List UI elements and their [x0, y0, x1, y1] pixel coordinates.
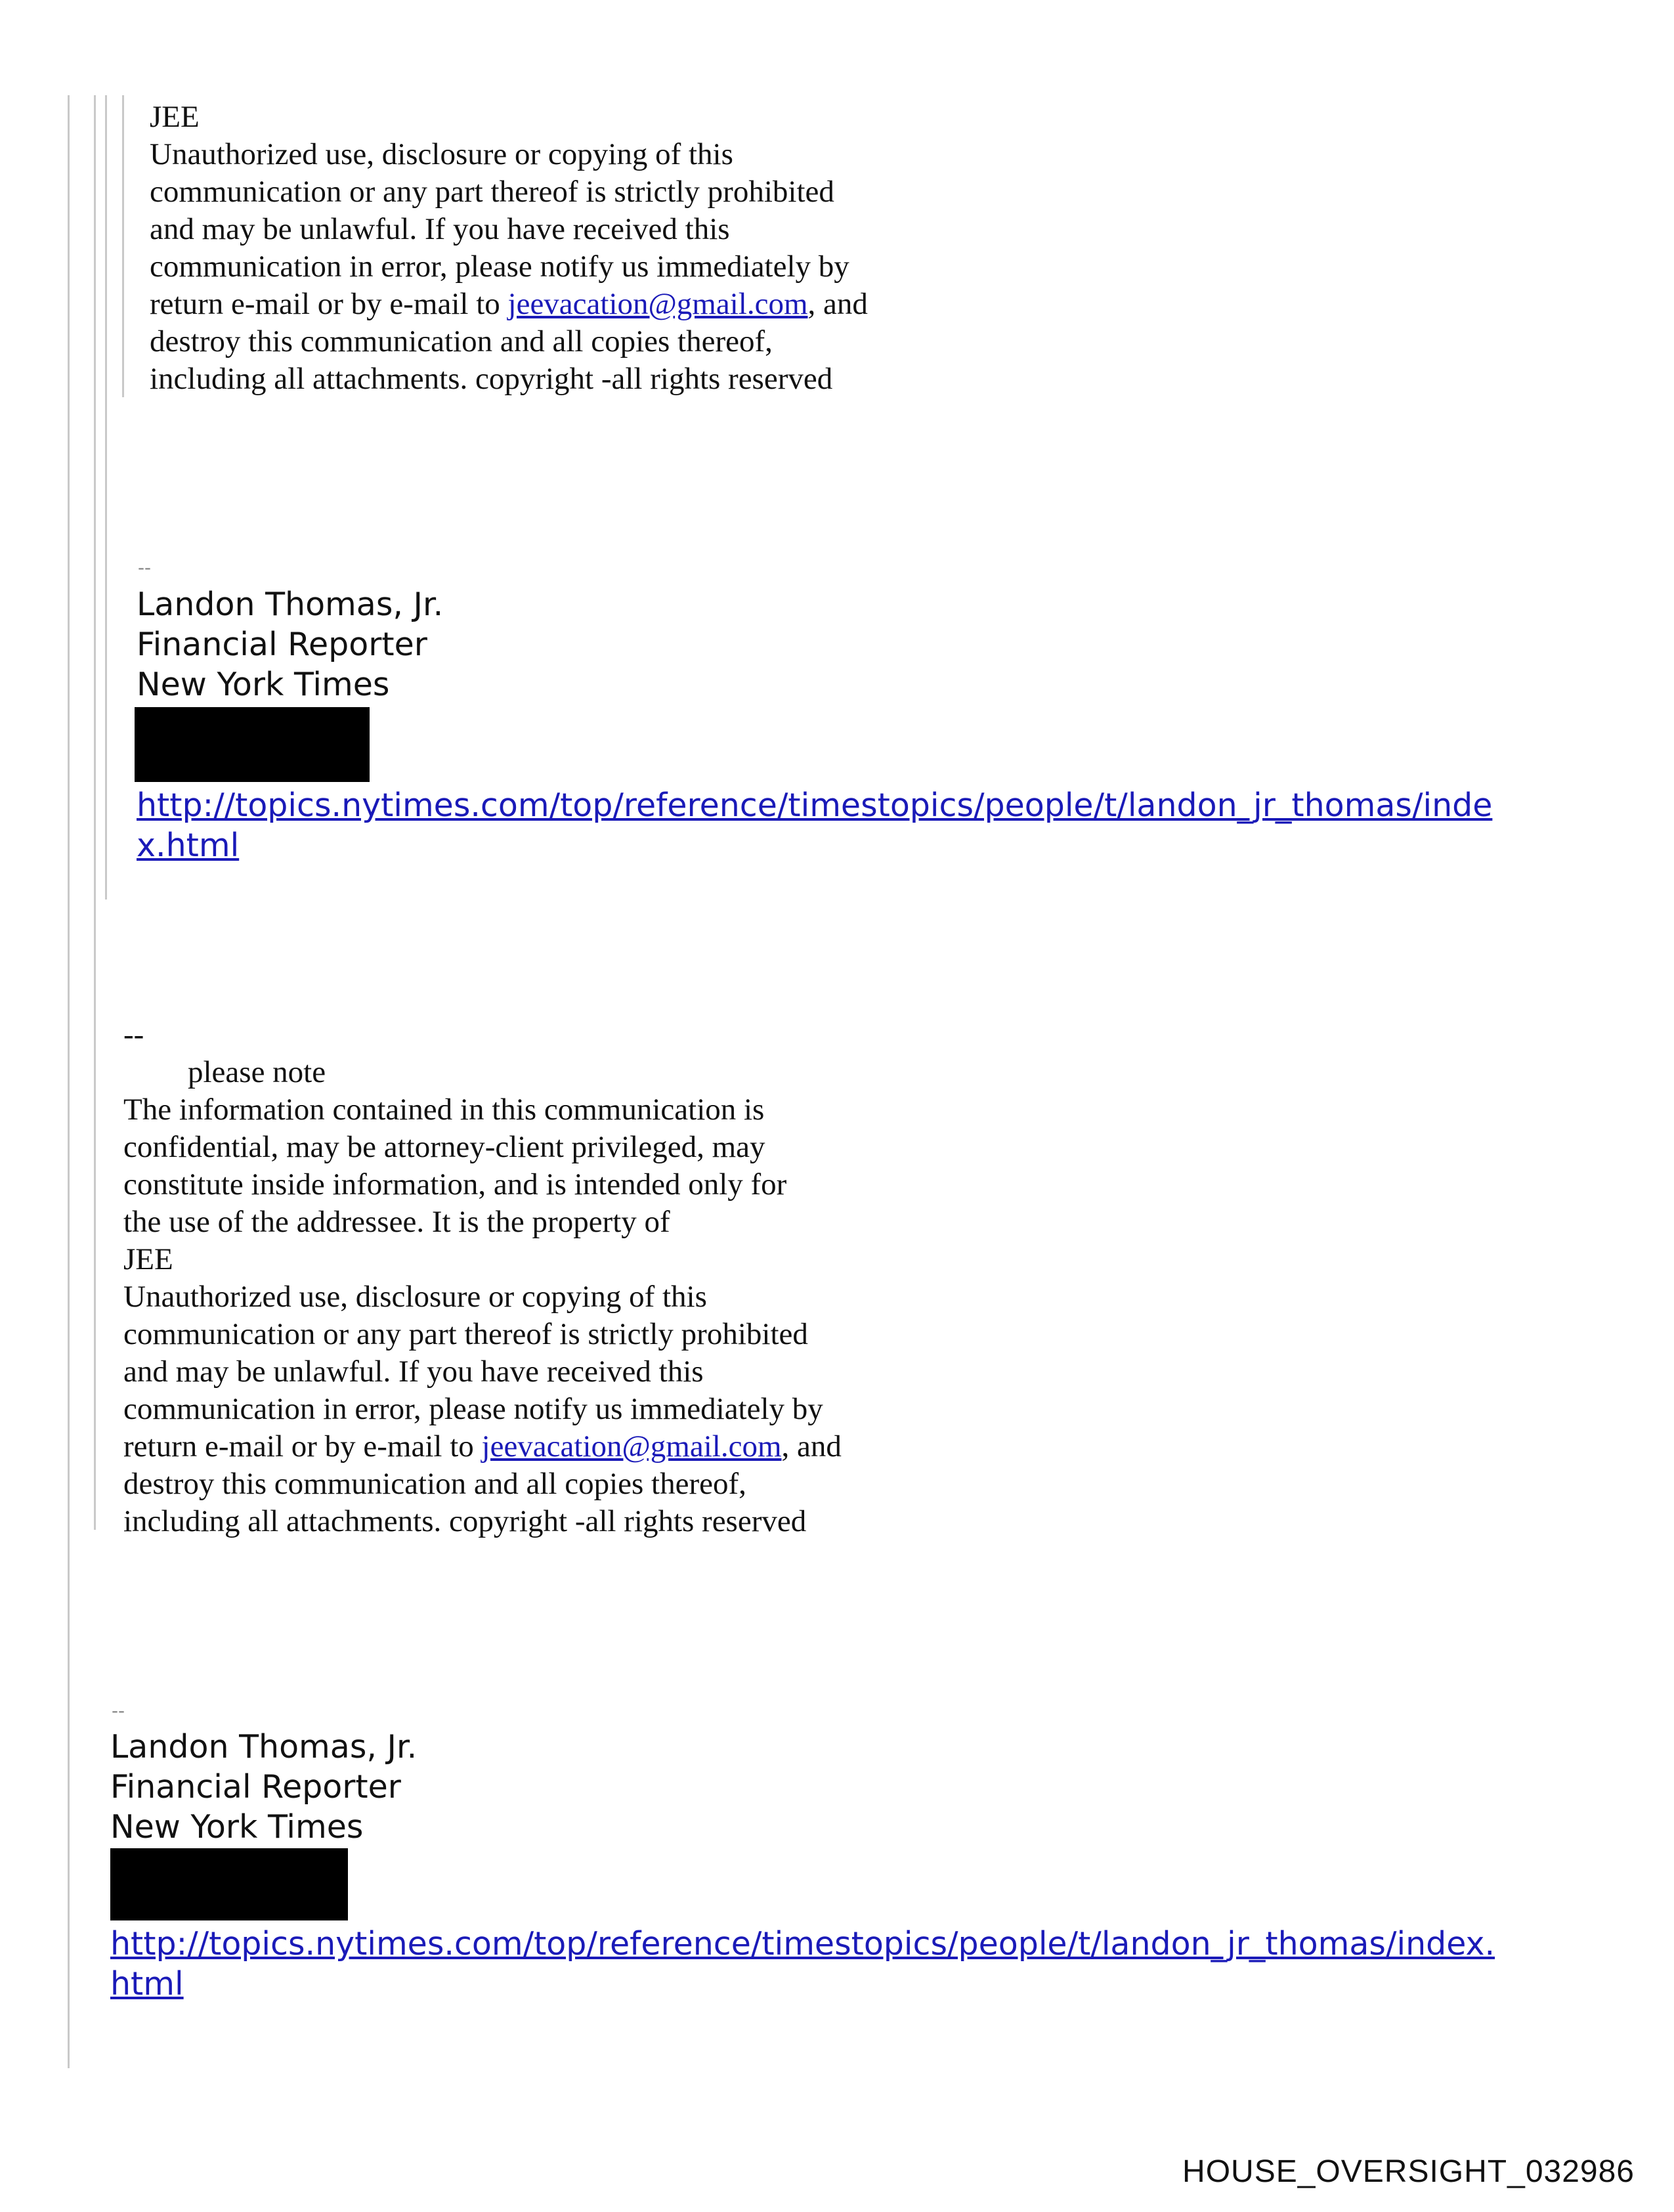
profile-link-cont[interactable]: html [110, 1965, 184, 2003]
disclaimer-top-line: destroy this communication and all copies thereof, [150, 324, 773, 358]
signature-1-separator: -- [138, 557, 151, 578]
signature-org: New York Times [137, 666, 390, 703]
note-line: destroy this communication and all copies thereof, [123, 1467, 746, 1501]
signature-2-separator: -- [112, 1700, 125, 1722]
signature-1 [137, 584, 443, 705]
disclaimer-top-line: JEE [150, 100, 200, 134]
disclaimer-top-line: and may be unlawful. If you have received this [150, 212, 730, 246]
disclaimer-top-line: Unauthorized use, disclosure or copying of this [150, 137, 733, 171]
note-line: communication in error, please notify us immediately by [123, 1392, 823, 1426]
disclaimer-top-email-line [150, 286, 868, 323]
redaction-box [135, 707, 370, 782]
disclaimer-top-line: communication in error, please notify us immediately by [150, 249, 849, 284]
note-line: including all attachments. copyright -all rights reserved [123, 1504, 807, 1538]
quote-bar-outer [68, 95, 70, 2068]
signature-org: New York Times [110, 1808, 364, 1846]
signature-2-url [110, 1924, 1495, 2004]
email-suffix: , and [807, 287, 868, 321]
quote-bar-middle-2 [105, 95, 107, 900]
email-link[interactable]: jeevacation@gmail.com [481, 1429, 782, 1464]
quote-bar-middle [94, 95, 96, 1530]
note-line: JEE [123, 1242, 173, 1276]
disclaimer-top-line: including all attachments. copyright -all rights reserved [150, 362, 833, 396]
note-email-line [123, 1428, 842, 1465]
signature-2 [110, 1727, 417, 1847]
note-line: The information contained in this communication is [123, 1093, 765, 1127]
note-line: confidential, may be attorney-client privileged, may [123, 1130, 765, 1164]
signature-name: Landon Thomas, Jr. [110, 1728, 418, 1766]
note-separator: -- [123, 1018, 144, 1052]
signature-name: Landon Thomas, Jr. [137, 586, 444, 623]
signature-1-url [137, 785, 1492, 865]
disclaimer-top [150, 98, 868, 398]
email-suffix: , and [781, 1429, 842, 1464]
note-line: constitute inside information, and is intended only for [123, 1167, 787, 1202]
email-link[interactable]: jeevacation@gmail.com [507, 287, 808, 321]
note-line: communication or any part thereof is strictly prohibited [123, 1317, 808, 1351]
email-prefix: return e-mail or by e-mail to [150, 287, 508, 321]
redaction-box [110, 1848, 348, 1920]
bates-number: HOUSE_OVERSIGHT_032986 [1182, 2154, 1635, 2189]
note-line: and may be unlawful. If you have received this [123, 1355, 704, 1389]
profile-link[interactable]: http://topics.nytimes.com/top/reference/timestopics/people/t/landon_jr_thomas/index. [110, 1925, 1495, 1963]
email-prefix: return e-mail or by e-mail to [123, 1429, 482, 1464]
signature-title: Financial Reporter [137, 626, 427, 663]
signature-title: Financial Reporter [110, 1768, 401, 1806]
note-block [123, 1054, 842, 1540]
note-label: please note [188, 1055, 326, 1089]
profile-link[interactable]: http://topics.nytimes.com/top/reference/timestopics/people/t/landon_jr_thomas/inde [137, 787, 1493, 824]
quote-bar-inner [122, 95, 124, 397]
note-line: the use of the addressee. It is the property of [123, 1205, 670, 1239]
profile-link-cont[interactable]: x.html [137, 827, 240, 864]
disclaimer-top-line: communication or any part thereof is strictly prohibited [150, 175, 834, 209]
note-line: Unauthorized use, disclosure or copying of this [123, 1280, 707, 1314]
